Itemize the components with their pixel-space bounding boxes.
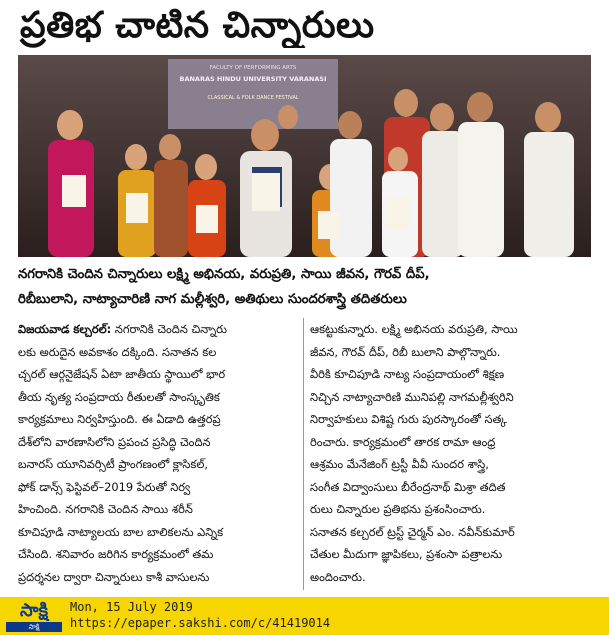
footer-meta: [70, 599, 330, 631]
article-line: చేతుల మీదుగా జ్ఞాపికలు, ప్రశంసా పత్రాలను: [310, 547, 503, 561]
article-line: ప్రదర్శనల ద్వారా చిన్నారులు కాశీ వాసులను: [18, 569, 210, 584]
article-line: సంగీత విద్వాంసులు బీరేంద్రనాథ్ మిశ్రా తదిత: [310, 479, 506, 494]
article-column-left: [18, 318, 298, 590]
news-photo: [18, 55, 591, 257]
epaper-footer: [0, 597, 609, 635]
article-column-right: [310, 318, 593, 590]
backdrop-line1: FACULTY OF PERFORMING ARTS: [209, 65, 297, 71]
news-photo-illustration: [18, 55, 591, 257]
certificate: [252, 173, 280, 211]
sakshi-logo: [6, 600, 62, 632]
article-line: వీరికి కూచిపూడి నాట్య సంప్రదాయంలో శిక్షణ: [310, 367, 505, 381]
epaper-url[interactable]: https://epaper.sakshi.com/c/41419014: [70, 616, 331, 630]
certificate: [318, 211, 340, 239]
article-line: చ్చరల్ ఆర్గనైజేషన్ ఏటా జాతీయ స్థాయిలో భార: [18, 367, 226, 381]
article-body: [18, 318, 593, 590]
article-line: ఫోక్ డాన్స్ ఫెస్టివల్–2019 పేరుతో నిర్వ: [18, 479, 191, 494]
article-line: చేసింది. శనివారం జరిగిన కార్యక్రమంలో తమ: [18, 547, 214, 561]
certificate: [62, 175, 86, 207]
article-line: సనాతన కల్చరల్ ట్రస్ట్ చైర్మన్ ఎం. నవీన్‌కుమార్: [310, 524, 515, 539]
article-line: జీవన, గౌరవ్ దీప్, రిబీ బులాని పాల్గొన్నారు.: [310, 344, 501, 359]
article-line: తీయ నృత్య సంప్రదాయ రీతులతో సాంస్కృతిక: [18, 389, 220, 404]
caption-line: రిబీబులాని, నాట్యాచారిణి నాగ మల్లీశ్వరి, అతిథులు సుందరశాస్త్రి తదితరులు: [18, 292, 407, 307]
article-line: కార్యక్రమాలు నిర్వహిస్తుంది. ఈ ఏడాది ఉత్తరప్ర: [18, 412, 221, 426]
certificate: [126, 193, 148, 223]
article-line: ఆశ్రమం మేనేజింగ్ ట్రస్టీ వీవీ సుందర శాస్త్రి,: [310, 457, 489, 471]
article-line: కూచిపూడి నాట్యాలయ బాల బాలికలను ఎన్నిక: [18, 524, 224, 539]
caption-line: నగరానికి చెందిన చిన్నారులు లక్ష్మి అభినయ, వరుప్రతి, సాయి జీవన, గౌరవ్ దీప్,: [18, 267, 430, 282]
headline: ప్రతిభ చాటిన చిన్నారులు: [20, 5, 375, 46]
certificate: [196, 205, 218, 233]
article-line: బనారస్ యూనివర్సిటీ ప్రాంగణంలో క్లాసికల్,: [18, 457, 209, 471]
backdrop-banner: BANARAS HINDU UNIVERSITY VARANASI: [179, 75, 327, 83]
article-line: ఆకట్టుకున్నారు. లక్ష్మి అభినయ వరుప్రతి, సాయి: [310, 322, 518, 336]
certificate: [386, 197, 410, 229]
photo-caption: [18, 262, 593, 312]
article-line: రించారు. కార్యక్రమంలో తారక రామా ఆంధ్ర: [310, 434, 496, 449]
article-line: దేశ్‌లోని వారణాసిలోని ప్రపంచ ప్రసిద్ధి చెందిన: [18, 434, 211, 449]
article-line-text: నగరానికి చెందిన చిన్నారు: [114, 322, 227, 336]
article-line: నిచ్చిన నాట్యాచారిణి మునిపల్లి నాగమల్లీశ్వరిని: [310, 389, 514, 404]
logo-text: సాక్షి: [20, 600, 48, 621]
dateline: విజయవాడ కల్చరల్:: [18, 322, 112, 336]
publication-date: Mon, 15 July 2019: [70, 600, 193, 614]
article-line: రులు చిన్నారుల ప్రతిభను ప్రశంసించారు.: [310, 502, 486, 516]
logo-subtext: సాక్షి: [6, 622, 62, 632]
article-line: అందించారు.: [310, 569, 366, 584]
article-line: నిర్వాహకులు విశిష్ట గురు పురస్కారంతో సత్క: [310, 412, 507, 426]
article-line: హించింది. నగరానికి చెందిన సాయి శరీన్: [18, 502, 193, 516]
column-divider: [303, 318, 304, 590]
article-line: [18, 318, 298, 341]
article-line: లకు అరుదైన అవకాశం దక్కింది. సనాతన కల: [18, 344, 217, 359]
backdrop-line2: CLASSICAL & FOLK DANCE FESTIVAL: [207, 95, 299, 101]
